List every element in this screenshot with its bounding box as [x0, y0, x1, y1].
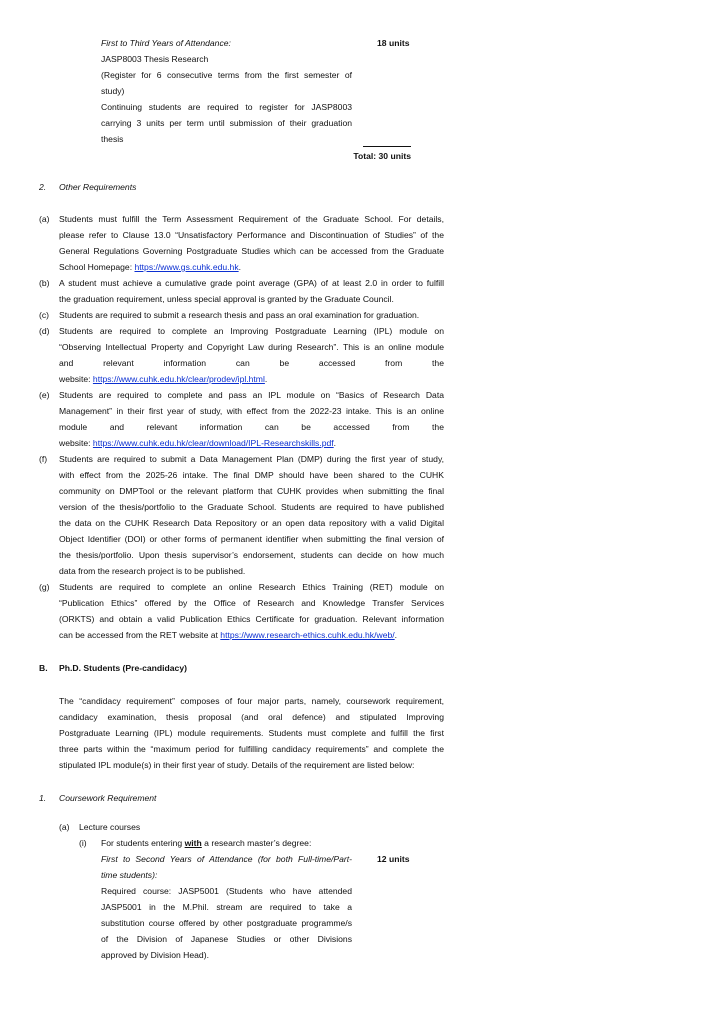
- requirement-line: community on DMPTool or the relevant platform that CUHK provides when submitting the final: [59, 486, 444, 496]
- section-heading: Other Requirements: [59, 182, 137, 192]
- line-text: website:: [59, 374, 93, 384]
- line-text: .: [394, 630, 398, 640]
- attendance-period-end: time students):: [101, 870, 158, 880]
- continuing-note: carrying 3 units per term until submission of their graduation: [101, 118, 352, 128]
- entry-suffix: a research master’s degree:: [201, 838, 312, 848]
- requirement-link[interactable]: https://www.cuhk.edu.hk/clear/prodev/ipl.html: [92, 374, 265, 384]
- attendance-period: First to Second Years of Attendance (for both Full-time/Part-: [101, 854, 352, 864]
- requirement-link[interactable]: https://www.cuhk.edu.hk/clear/download/IPL-Researchskills.pdf: [92, 438, 334, 448]
- requirement-line: the thesis/portfolio. Upon thesis supervisor’s endorsement, students can decide on how much: [59, 550, 444, 560]
- item-marker: (b): [39, 278, 50, 288]
- paragraph-line: candidacy examination, thesis proposal (and oral defence) and stipulated Improving: [59, 712, 444, 722]
- required-course-line: JASP5001 in the M.Phil. stream are required to take a: [101, 902, 352, 912]
- section-number: 2.: [39, 182, 47, 192]
- requirement-line-last: [59, 307, 419, 323]
- entry-condition: [101, 835, 311, 851]
- line-text: can be accessed from the RET website at: [59, 630, 221, 640]
- line-text: the graduation requirement, unless special approval is granted by the Graduate Council.: [59, 294, 394, 304]
- line-text: .: [238, 262, 242, 272]
- requirement-line: (ORKTS) and obtain a valid Publication Ethics Certificate for graduation. Relevant information: [59, 614, 444, 624]
- item-marker: (a): [39, 214, 50, 224]
- entry-prefix: For students entering: [101, 838, 185, 848]
- requirement-line: Students are required to complete an Improving Postgraduate Learning (IPL) module on: [59, 326, 444, 336]
- units-value: 18 units: [377, 38, 410, 48]
- continuing-note: Continuing students are required to register for JASP8003: [101, 102, 352, 112]
- requirement-link[interactable]: https://www.research-ethics.cuhk.edu.hk/web/: [220, 630, 395, 640]
- requirement-line-last: [59, 259, 241, 275]
- requirement-line: and relevant information can be accessed from the: [59, 358, 444, 368]
- requirement-link[interactable]: https://www.gs.cuhk.edu.hk: [134, 262, 239, 272]
- item-marker: (e): [39, 390, 50, 400]
- required-course-line: Required course: JASP5001 (Students who have attended: [101, 886, 352, 896]
- item-marker: (d): [39, 326, 50, 336]
- requirement-line: Management” in their first year of study, with effect from the 2022-23 intake. This is an online: [59, 406, 444, 416]
- section-heading: Coursework Requirement: [59, 793, 157, 803]
- units-value: 12 units: [377, 854, 410, 864]
- line-text: data from the research project is to be published.: [59, 566, 246, 576]
- register-note-end: study): [101, 86, 125, 96]
- section-number: 1.: [39, 793, 47, 803]
- line-text: website:: [59, 438, 93, 448]
- sub-label: Lecture courses: [79, 822, 141, 832]
- requirement-line: General Regulations Governing Postgraduate Studies which can be accessed from the Graduate: [59, 246, 444, 256]
- requirement-line: version of the thesis/portfolio to the Graduate School. Students are required to have published: [59, 502, 444, 512]
- item-marker: (i): [79, 838, 87, 848]
- line-text: Students are required to submit a research thesis and pass an oral examination for graduation.: [59, 310, 420, 320]
- entry-emphasis: with: [184, 838, 202, 848]
- line-text: School Homepage:: [59, 262, 135, 272]
- continuing-note-end: thesis: [101, 134, 124, 144]
- total-units: Total: 30 units: [353, 151, 411, 161]
- requirement-line: Object Identifier (DOI) or other forms of permanent identifier when submitting the final version of: [59, 534, 444, 544]
- requirement-line-last: [59, 435, 336, 451]
- line-text: .: [264, 374, 268, 384]
- requirement-line-last: [59, 291, 394, 307]
- register-note: (Register for 6 consecutive terms from the first semester of: [101, 70, 352, 80]
- requirement-line: A student must achieve a cumulative grade point average (GPA) of at least 2.0 in order to fulfill: [59, 278, 444, 288]
- requirement-line: “Publication Ethics” offered by the Office of Research and Knowledge Transfer Services: [59, 598, 444, 608]
- section-heading: Ph.D. Students (Pre-candidacy): [59, 663, 187, 673]
- sub-marker: (a): [59, 822, 70, 832]
- paragraph-line-last: stipulated IPL module(s) in their first year of study. Details of the requirement are listed below:: [59, 760, 415, 770]
- required-course-line-last: approved by Division Head).: [101, 950, 209, 960]
- course-name: JASP8003 Thesis Research: [101, 54, 209, 64]
- paragraph-line: Postgraduate Learning (IPL) module requirements. Students must complete and fulfill the first: [59, 728, 444, 738]
- requirement-line: with effect from the 2025-26 intake. The final DMP should have been shared to the CUHK: [59, 470, 444, 480]
- requirement-line: Students are required to complete and pass an IPL module on “Basics of Research Data: [59, 390, 444, 400]
- requirement-line: the data on the CUHK Research Data Repository or an open data repository with a valid Digital: [59, 518, 444, 528]
- requirement-line: please refer to Clause 13.0 “Unsatisfactory Performance and Discontinuation of Studies” of the: [59, 230, 444, 240]
- requirement-line-last: [59, 563, 245, 579]
- requirement-line-last: [59, 627, 397, 643]
- paragraph-line: The “candidacy requirement” composes of four major parts, namely, coursework requirement,: [59, 696, 444, 706]
- line-text: .: [333, 438, 337, 448]
- attendance-period: First to Third Years of Attendance:: [101, 38, 231, 48]
- required-course-line: substitution course offered by other postgraduate programme/s: [101, 918, 352, 928]
- requirement-line: module and relevant information can be accessed from the: [59, 422, 444, 432]
- required-course-line: of the Division of Japanese Studies or other Divisions: [101, 934, 352, 944]
- requirement-line: Students are required to submit a Data Management Plan (DMP) during the first year of study,: [59, 454, 444, 464]
- total-rule: [363, 146, 411, 147]
- item-marker: (c): [39, 310, 50, 320]
- requirement-line: Students must fulfill the Term Assessment Requirement of the Graduate School. For details,: [59, 214, 444, 224]
- item-marker: (g): [39, 582, 50, 592]
- section-letter: B.: [39, 663, 48, 673]
- requirement-line-last: [59, 371, 267, 387]
- requirement-line: “Observing Intellectual Property and Copyright Law during Research”. This is an online module: [59, 342, 444, 352]
- item-marker: (f): [39, 454, 48, 464]
- paragraph-line: three parts within the “maximum period for fulfilling candidacy requirements” and complete the: [59, 744, 444, 754]
- requirement-line: Students are required to complete an online Research Ethics Training (RET) module on: [59, 582, 444, 592]
